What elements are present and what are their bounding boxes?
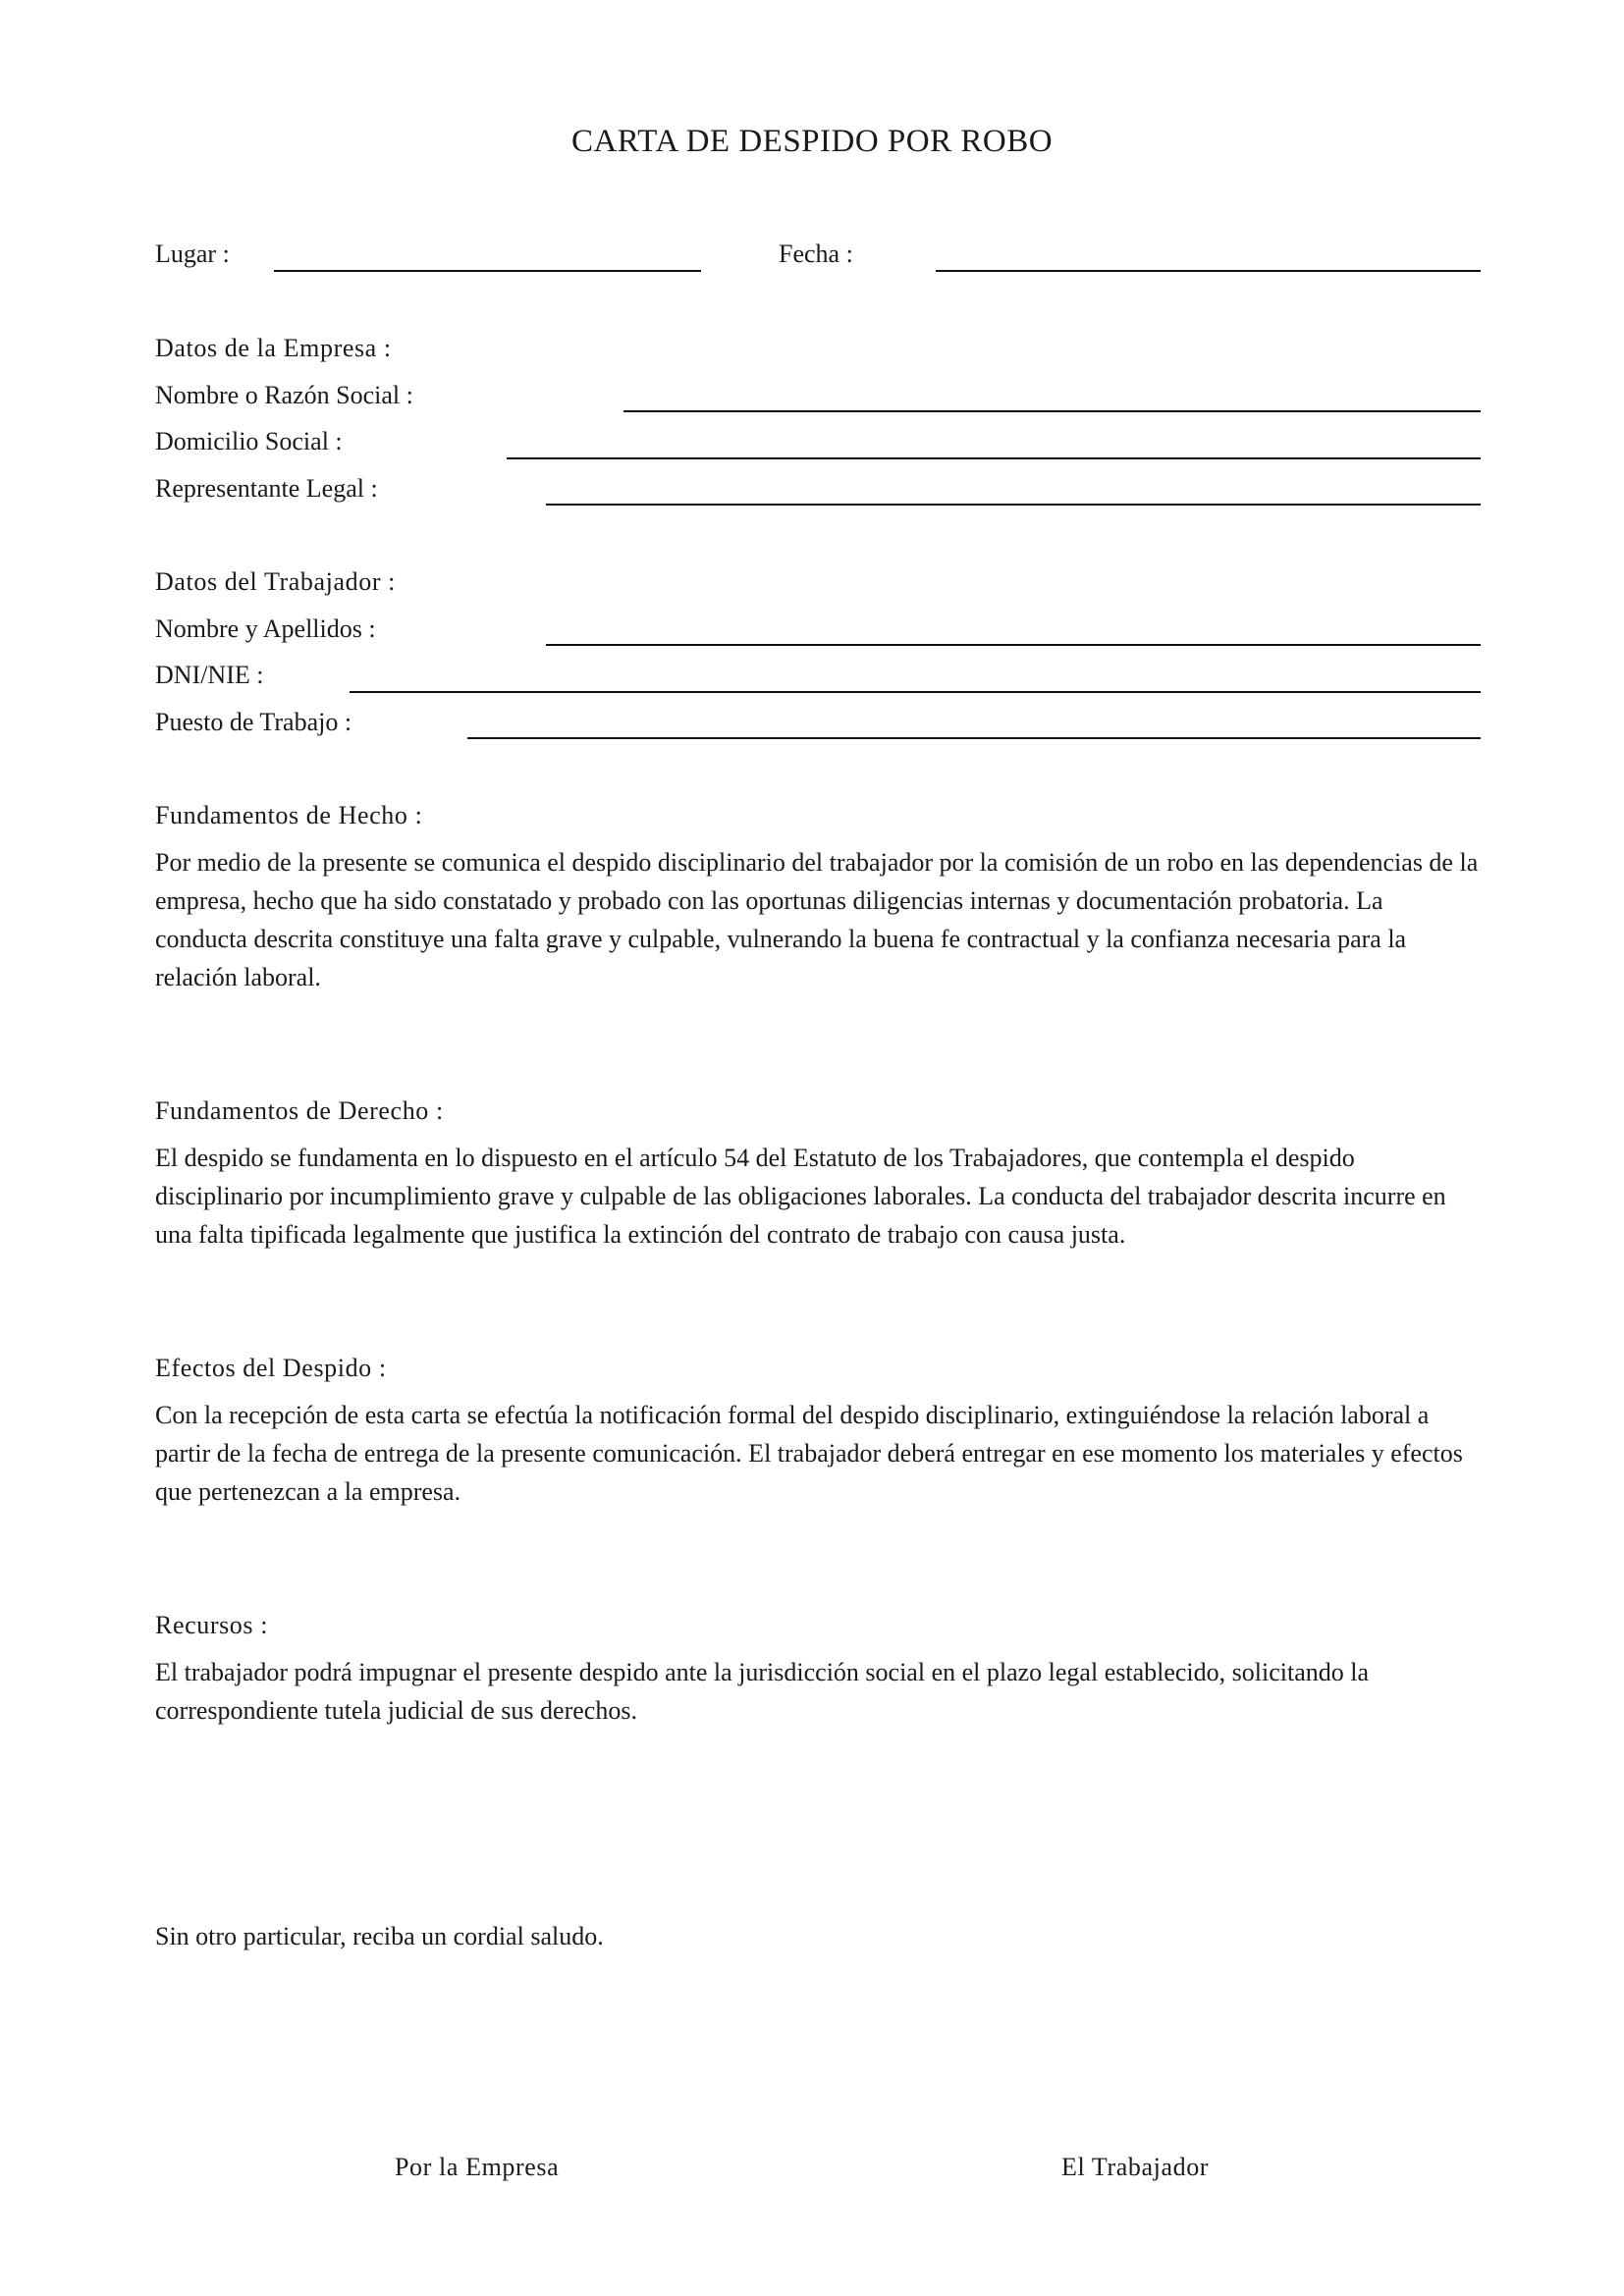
trabajador-heading: Datos del Trabajador : (155, 567, 397, 596)
recursos-heading: Recursos : (155, 1611, 269, 1639)
razon-social-field[interactable] (623, 410, 1481, 412)
lugar-field[interactable] (274, 270, 701, 272)
fecha-label: Fecha : (779, 240, 853, 268)
fecha-field[interactable] (936, 270, 1481, 272)
puesto-trabajo-field[interactable] (467, 737, 1481, 739)
document-title: CARTA DE DESPIDO POR ROBO (570, 124, 1054, 159)
domicilio-social-field[interactable] (507, 457, 1481, 459)
razon-social-label: Nombre o Razón Social : (155, 381, 413, 409)
closing-text: Sin otro particular, reciba un cordial saludo. (155, 1922, 604, 1950)
nombre-apellidos-field[interactable] (546, 644, 1481, 646)
hecho-paragraph: Por medio de la presente se comunica el despido disciplinario del trabajador por la comisión de un robo en las dependencias de la empresa, hecho que ha sido constatado y probado con las oportunas diligencias internas y documentación probatoria. La conducta descrita constituye una falta grave y culpable, vulnerando la buena fe contractual y la confianza necesaria para la relación laboral. (155, 848, 1479, 991)
dni-nie-field[interactable] (350, 691, 1481, 693)
derecho-heading: Fundamentos de Derecho : (155, 1096, 444, 1125)
hecho-heading: Fundamentos de Hecho : (155, 801, 423, 829)
recursos-paragraph: El trabajador podrá impugnar el presente despido ante la jurisdicción social en el plazo legal establecido, solicitando la correspondiente tutela judicial de sus derechos. (155, 1658, 1370, 1725)
efectos-paragraph: Con la recepción de esta carta se efectúa la notificación formal del despido disciplinario, extinguiéndose la relación laboral a partir de la fecha de entrega de la presente comunicación. El trabajador deberá entregar en ese momento los materiales y efectos que pertenezcan a la empresa. (155, 1401, 1463, 1506)
efectos-heading: Efectos del Despido : (155, 1354, 387, 1382)
derecho-paragraph: El despido se fundamenta en lo dispuesto en el artículo 54 del Estatuto de los Trabajadores, que contempla el despido disciplinario por incumplimiento grave y culpable de las obligaciones laborales. La conducta del trabajador descrita incurre en una falta tipificada legalmente que justifica la extinción del contrato de trabajo con causa justa. (155, 1144, 1446, 1249)
nombre-apellidos-label: Nombre y Apellidos : (155, 614, 376, 643)
lugar-label: Lugar : (155, 240, 230, 268)
domicilio-social-label: Domicilio Social : (155, 427, 343, 455)
signature-empresa: Por la Empresa (395, 2153, 560, 2181)
puesto-trabajo-label: Puesto de Trabajo : (155, 708, 352, 736)
signature-trabajador: El Trabajador (1061, 2153, 1210, 2181)
representante-legal-label: Representante Legal : (155, 474, 378, 503)
empresa-heading: Datos de la Empresa : (155, 334, 392, 362)
dni-nie-label: DNI/NIE : (155, 661, 264, 689)
representante-legal-field[interactable] (546, 504, 1481, 506)
